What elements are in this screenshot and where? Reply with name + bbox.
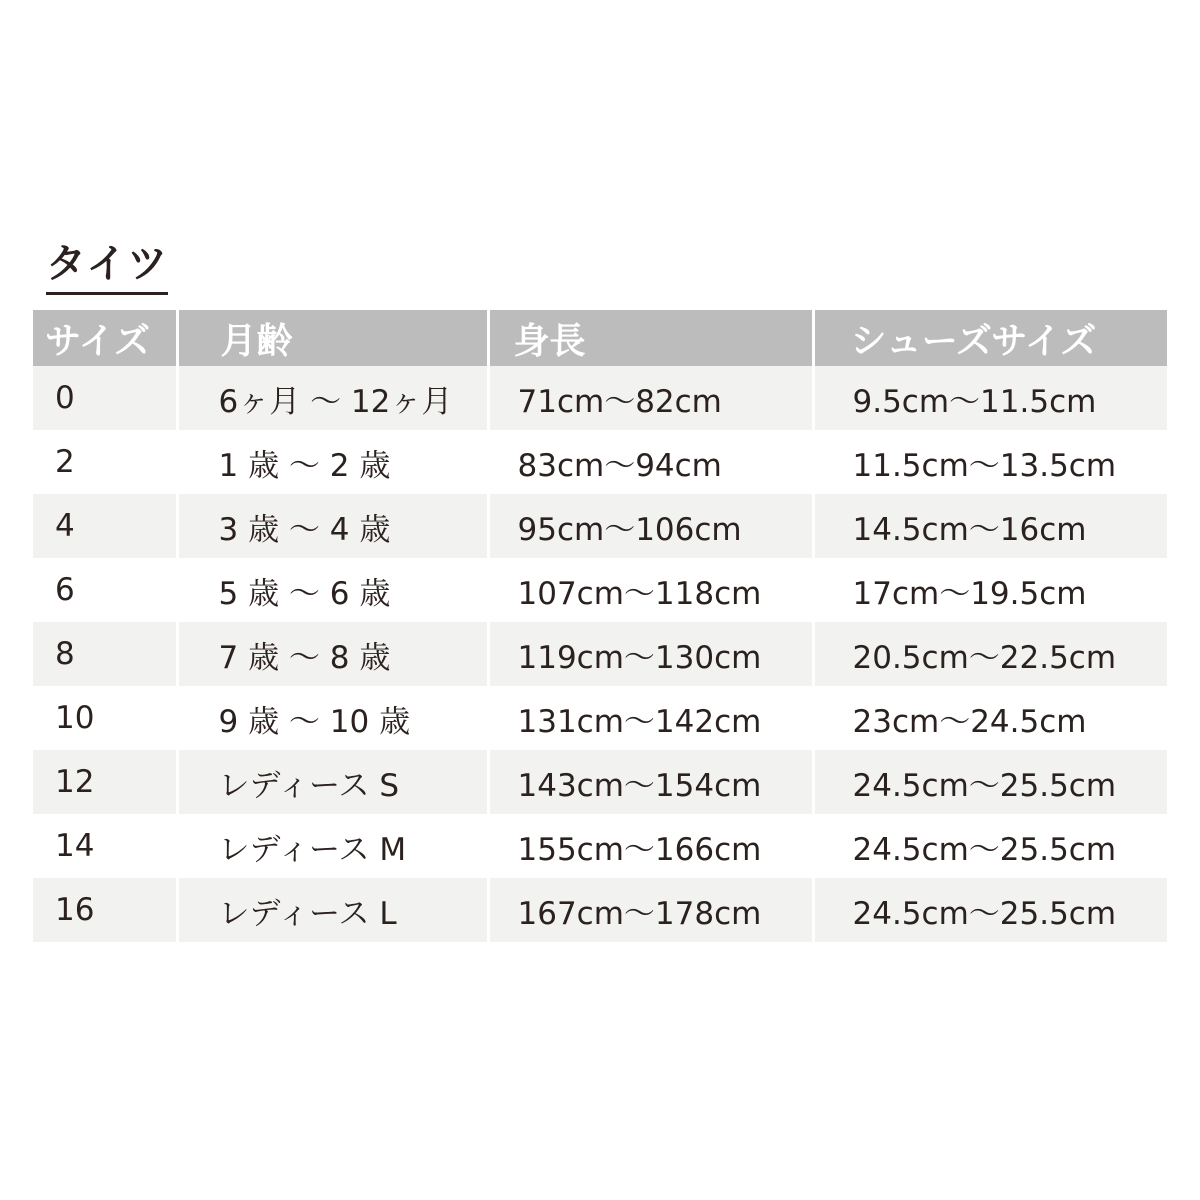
- table-row: [33, 494, 1167, 558]
- cell-age: 6ヶ月 〜 12ヶ月: [177, 366, 488, 430]
- cell-age: 3 歳 〜 4 歳: [177, 494, 488, 558]
- cell-age: レディース M: [177, 814, 488, 878]
- table-row: [33, 814, 1167, 878]
- cell-age: レディース S: [177, 750, 488, 814]
- header-shoe-size: シューズサイズ: [813, 310, 1167, 366]
- cell-size: 10: [33, 686, 177, 750]
- cell-height: 83cm〜94cm: [488, 430, 813, 494]
- table-row: [33, 366, 1167, 430]
- table-row: [33, 558, 1167, 622]
- cell-size: 4: [33, 494, 177, 558]
- header-size: サイズ: [33, 310, 177, 366]
- cell-age: 1 歳 〜 2 歳: [177, 430, 488, 494]
- cell-age: 5 歳 〜 6 歳: [177, 558, 488, 622]
- cell-age: 9 歳 〜 10 歳: [177, 686, 488, 750]
- cell-size: 6: [33, 558, 177, 622]
- cell-shoe-size: 24.5cm〜25.5cm: [813, 750, 1167, 814]
- cell-height: 155cm〜166cm: [488, 814, 813, 878]
- table-row: [33, 878, 1167, 942]
- cell-size: 0: [33, 366, 177, 430]
- cell-shoe-size: 24.5cm〜25.5cm: [813, 878, 1167, 942]
- cell-height: 95cm〜106cm: [488, 494, 813, 558]
- table-row: [33, 622, 1167, 686]
- cell-height: 143cm〜154cm: [488, 750, 813, 814]
- cell-height: 131cm〜142cm: [488, 686, 813, 750]
- cell-shoe-size: 24.5cm〜25.5cm: [813, 814, 1167, 878]
- cell-shoe-size: 23cm〜24.5cm: [813, 686, 1167, 750]
- cell-size: 8: [33, 622, 177, 686]
- size-chart-table: [33, 310, 1167, 942]
- header-age: 月齢: [177, 310, 488, 366]
- cell-shoe-size: 17cm〜19.5cm: [813, 558, 1167, 622]
- cell-height: 167cm〜178cm: [488, 878, 813, 942]
- table-row: [33, 686, 1167, 750]
- cell-age: レディース L: [177, 878, 488, 942]
- page-title: タイツ: [46, 236, 168, 295]
- cell-size: 2: [33, 430, 177, 494]
- cell-height: 71cm〜82cm: [488, 366, 813, 430]
- table-row: [33, 750, 1167, 814]
- table-row: [33, 430, 1167, 494]
- cell-shoe-size: 20.5cm〜22.5cm: [813, 622, 1167, 686]
- header-height: 身長: [488, 310, 813, 366]
- cell-size: 14: [33, 814, 177, 878]
- cell-shoe-size: 11.5cm〜13.5cm: [813, 430, 1167, 494]
- cell-height: 119cm〜130cm: [488, 622, 813, 686]
- cell-shoe-size: 9.5cm〜11.5cm: [813, 366, 1167, 430]
- cell-shoe-size: 14.5cm〜16cm: [813, 494, 1167, 558]
- cell-height: 107cm〜118cm: [488, 558, 813, 622]
- cell-size: 12: [33, 750, 177, 814]
- cell-size: 16: [33, 878, 177, 942]
- cell-age: 7 歳 〜 8 歳: [177, 622, 488, 686]
- table-header-row: [33, 310, 1167, 366]
